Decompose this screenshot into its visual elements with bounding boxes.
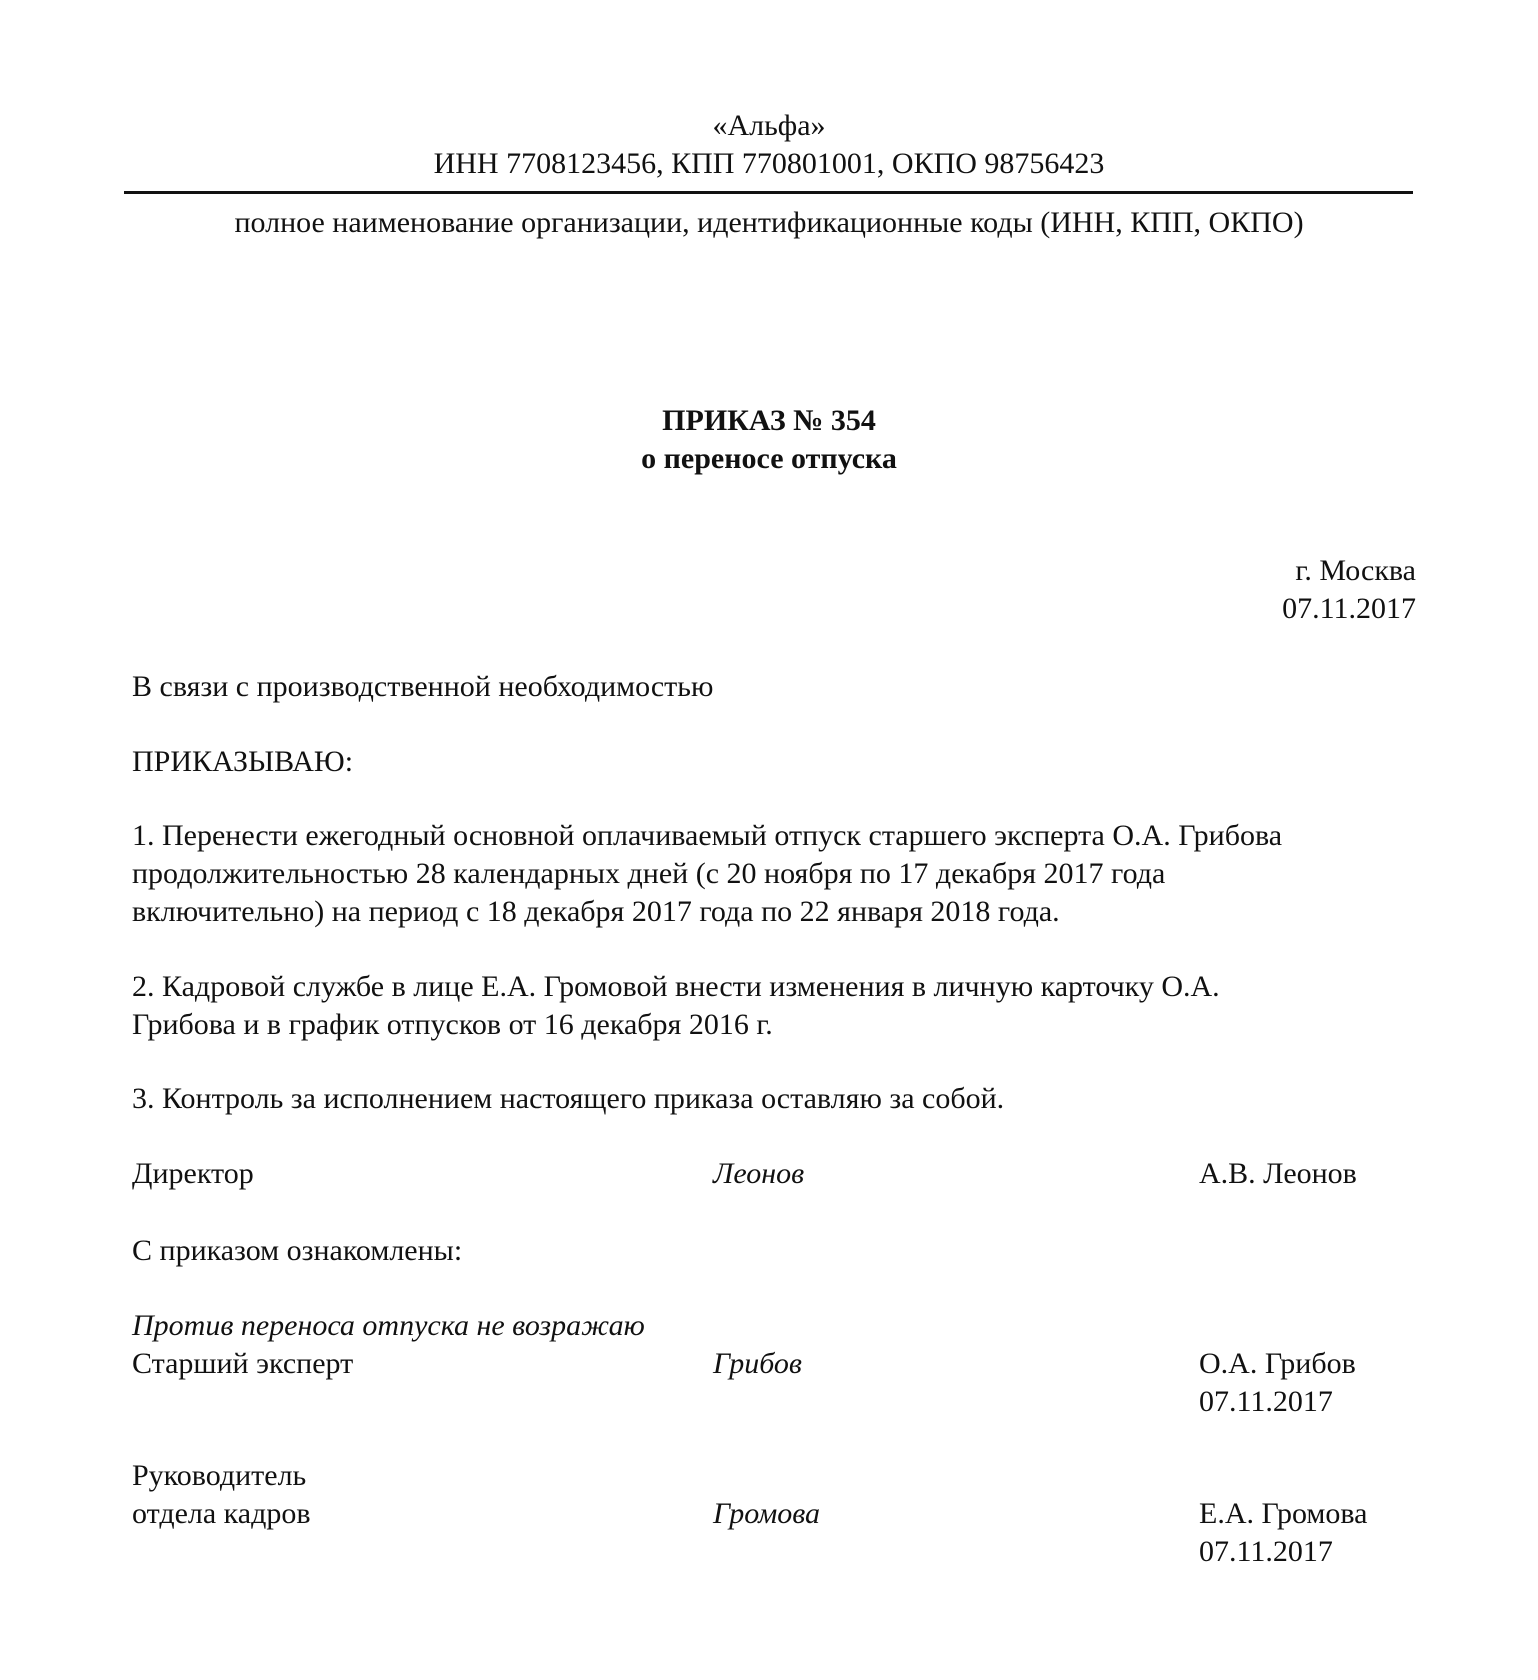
expert-note: Против переноса отпуска не возражаю <box>132 1309 645 1342</box>
order-subject: о переносе отпуска <box>641 442 897 475</box>
hr-head-position <box>132 1457 311 1533</box>
director-position: Директор <box>132 1157 254 1190</box>
expert-name-block <box>1199 1345 1356 1421</box>
item-2-line: Грибова и в график отпусков от 16 декабря 2016 г. <box>132 1008 773 1041</box>
organization-name: «Альфа» <box>712 109 826 142</box>
hr-head-signature: Громова <box>713 1497 821 1530</box>
expert-date: 07.11.2017 <box>1199 1385 1333 1418</box>
hr-head-name: Е.А. Громова <box>1199 1497 1368 1530</box>
item-1-line: включительно) на период с 18 декабря 2017 года по 22 января 2018 года. <box>132 895 1060 928</box>
expert-signature: Грибов <box>713 1347 802 1380</box>
item-1-line: продолжительностью 28 календарных дней (с 20 ноября по 17 декабря 2017 года <box>132 857 1166 890</box>
reason-paragraph: В связи с производственной необходимостью <box>132 670 714 703</box>
order-item-1 <box>132 817 1422 931</box>
header-caption: полное наименование организации, идентификационные коды (ИНН, КПП, ОКПО) <box>234 206 1304 239</box>
acquainted-label: С приказом ознакомлены: <box>132 1234 463 1267</box>
document-title <box>0 402 1538 478</box>
header-divider <box>124 191 1413 194</box>
document-date: 07.11.2017 <box>1282 592 1416 625</box>
expert-position: Старший эксперт <box>132 1347 354 1380</box>
order-number: ПРИКАЗ № 354 <box>662 404 876 437</box>
organization-header <box>0 107 1538 183</box>
order-item-2 <box>132 968 1422 1044</box>
place-and-date <box>1282 552 1416 628</box>
director-signature: Леонов <box>713 1157 805 1190</box>
item-1-line: 1. Перенести ежегодный основной оплачиваемый отпуск старшего эксперта О.А. Грибова <box>132 819 1283 852</box>
hr-head-position-line: отдела кадров <box>132 1497 311 1530</box>
item-2-line: 2. Кадровой службе в лице Е.А. Громовой внести изменения в личную карточку О.А. <box>132 970 1220 1003</box>
hr-head-date: 07.11.2017 <box>1199 1535 1333 1568</box>
expert-name: О.А. Грибов <box>1199 1347 1356 1380</box>
organization-codes: ИНН 7708123456, КПП 770801001, ОКПО 98756423 <box>433 147 1105 180</box>
city: г. Москва <box>1295 554 1416 587</box>
hr-head-position-line: Руководитель <box>132 1459 307 1492</box>
director-name: А.В. Леонов <box>1199 1157 1357 1190</box>
hr-head-name-block <box>1199 1495 1367 1571</box>
order-item-3: 3. Контроль за исполнением настоящего приказа оставляю за собой. <box>132 1082 1005 1115</box>
order-word: ПРИКАЗЫВАЮ: <box>132 745 354 778</box>
